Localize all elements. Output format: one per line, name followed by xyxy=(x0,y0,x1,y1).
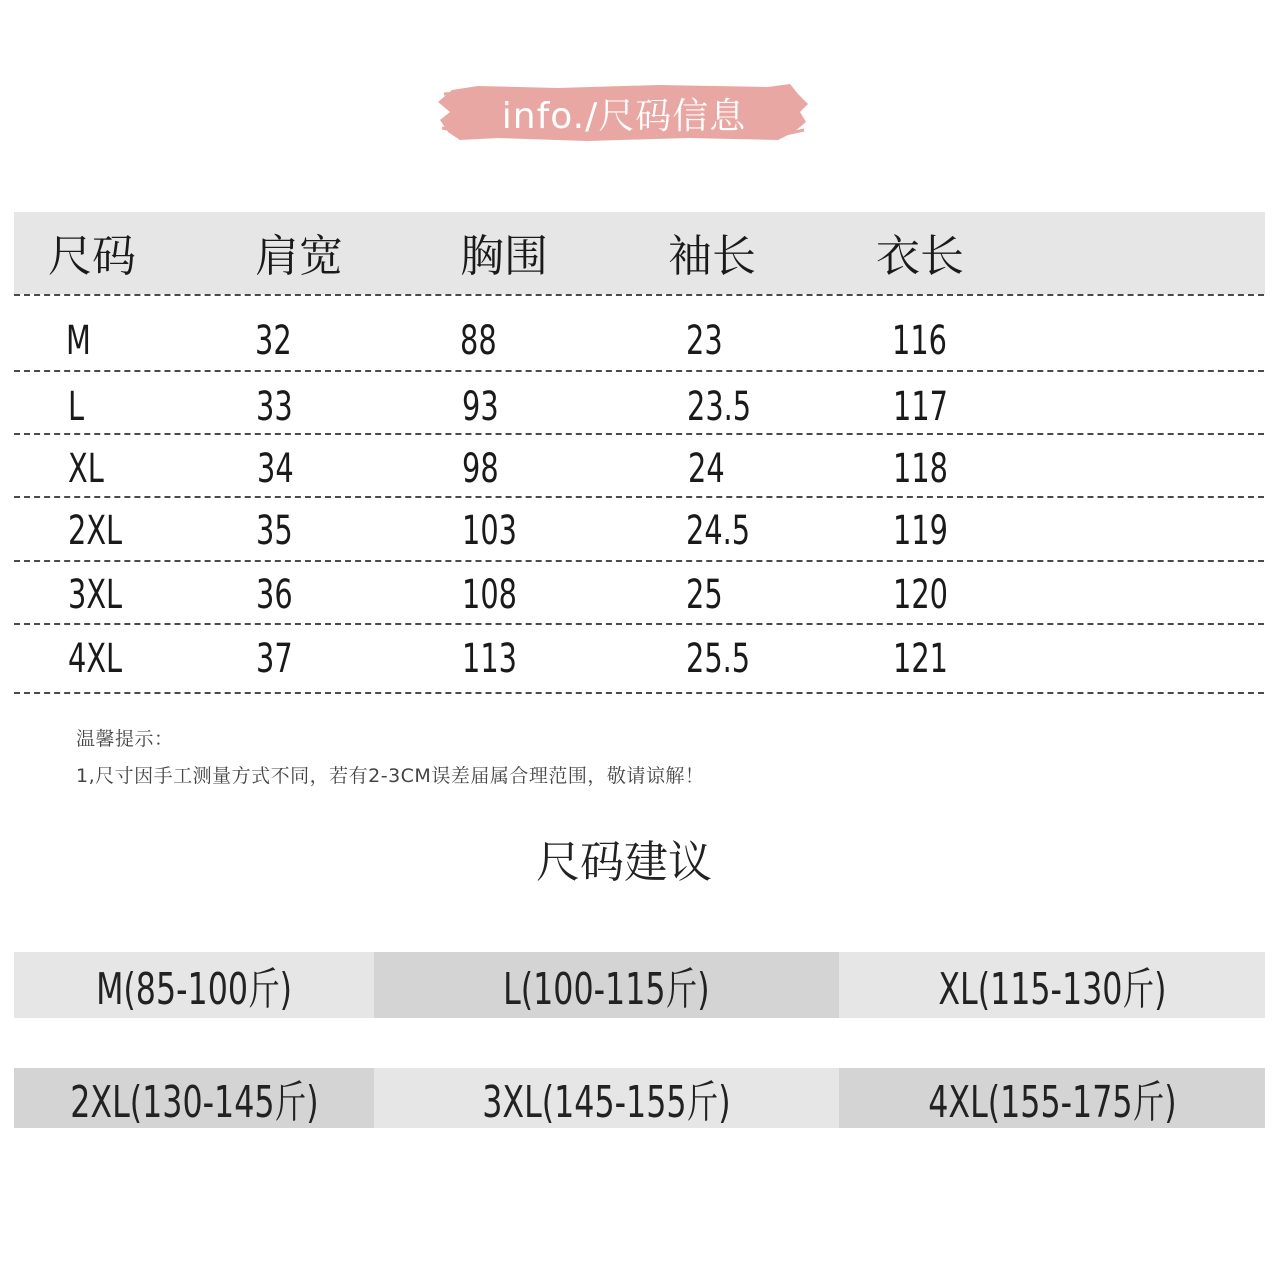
cell-length: 118 xyxy=(893,446,948,492)
divider xyxy=(14,692,1264,694)
suggestion-label: 2XL(130-145斤) xyxy=(69,1077,319,1128)
divider xyxy=(14,623,1264,625)
cell-length: 120 xyxy=(893,572,948,618)
size-table-header xyxy=(14,212,1265,294)
suggestion-label: 3XL(145-155斤) xyxy=(482,1077,731,1128)
cell-length: 117 xyxy=(893,384,948,430)
suggestion-label: M(85-100斤) xyxy=(96,964,292,1015)
divider xyxy=(14,294,1264,296)
suggestion-item xyxy=(374,952,839,1018)
cell-sleeve: 24.5 xyxy=(686,508,751,554)
suggestion-item xyxy=(14,952,374,1018)
suggestion-item xyxy=(14,1068,374,1128)
cell-sleeve: 25.5 xyxy=(686,636,751,682)
cell-shoulder: 32 xyxy=(255,318,292,364)
header-sleeve: 袖长 xyxy=(668,231,756,282)
suggestion-item xyxy=(839,1068,1265,1128)
cell-length: 119 xyxy=(893,508,948,554)
header-size: 尺码 xyxy=(48,231,136,282)
header-chest: 胸围 xyxy=(460,231,548,282)
divider xyxy=(14,370,1264,372)
suggestion-label: L(100-115斤) xyxy=(503,964,710,1015)
suggestion-item xyxy=(374,1068,839,1128)
tips-line: 1,尺寸因手工测量方式不同，若有2-3CM误差届属合理范围，敬请谅解！ xyxy=(76,765,705,787)
cell-chest: 88 xyxy=(460,318,497,364)
banner-title: info./尺码信息 xyxy=(501,95,747,137)
cell-sleeve: 25 xyxy=(686,572,723,618)
cell-sleeve: 23.5 xyxy=(687,384,752,430)
suggestion-label: 4XL(155-175斤) xyxy=(927,1077,1177,1128)
header-length: 衣长 xyxy=(876,231,964,282)
suggestion-title: 尺码建议 xyxy=(536,837,712,888)
cell-chest: 108 xyxy=(462,572,517,618)
cell-size: 4XL xyxy=(68,636,123,682)
suggestion-label: XL(115-130斤) xyxy=(937,964,1167,1015)
cell-shoulder: 36 xyxy=(256,572,293,618)
divider xyxy=(14,433,1264,435)
cell-size: 3XL xyxy=(68,572,123,618)
cell-size: L xyxy=(68,384,85,430)
tips-heading: 温馨提示： xyxy=(76,728,174,750)
cell-chest: 113 xyxy=(462,636,517,682)
cell-sleeve: 23 xyxy=(686,318,723,364)
divider xyxy=(14,496,1264,498)
cell-shoulder: 35 xyxy=(256,508,293,554)
cell-shoulder: 34 xyxy=(257,446,294,492)
cell-length: 116 xyxy=(892,318,947,364)
cell-sleeve: 24 xyxy=(688,446,725,492)
cell-shoulder: 33 xyxy=(256,384,293,430)
cell-shoulder: 37 xyxy=(256,636,293,682)
cell-length: 121 xyxy=(893,636,948,682)
cell-size: XL xyxy=(68,446,104,492)
header-shoulder: 肩宽 xyxy=(255,231,343,282)
cell-size: M xyxy=(66,318,91,364)
divider xyxy=(14,560,1264,562)
suggestion-item xyxy=(839,952,1265,1018)
cell-chest: 98 xyxy=(462,446,499,492)
info-banner xyxy=(438,82,810,144)
cell-chest: 103 xyxy=(462,508,517,554)
cell-chest: 93 xyxy=(462,384,499,430)
cell-size: 2XL xyxy=(68,508,123,554)
